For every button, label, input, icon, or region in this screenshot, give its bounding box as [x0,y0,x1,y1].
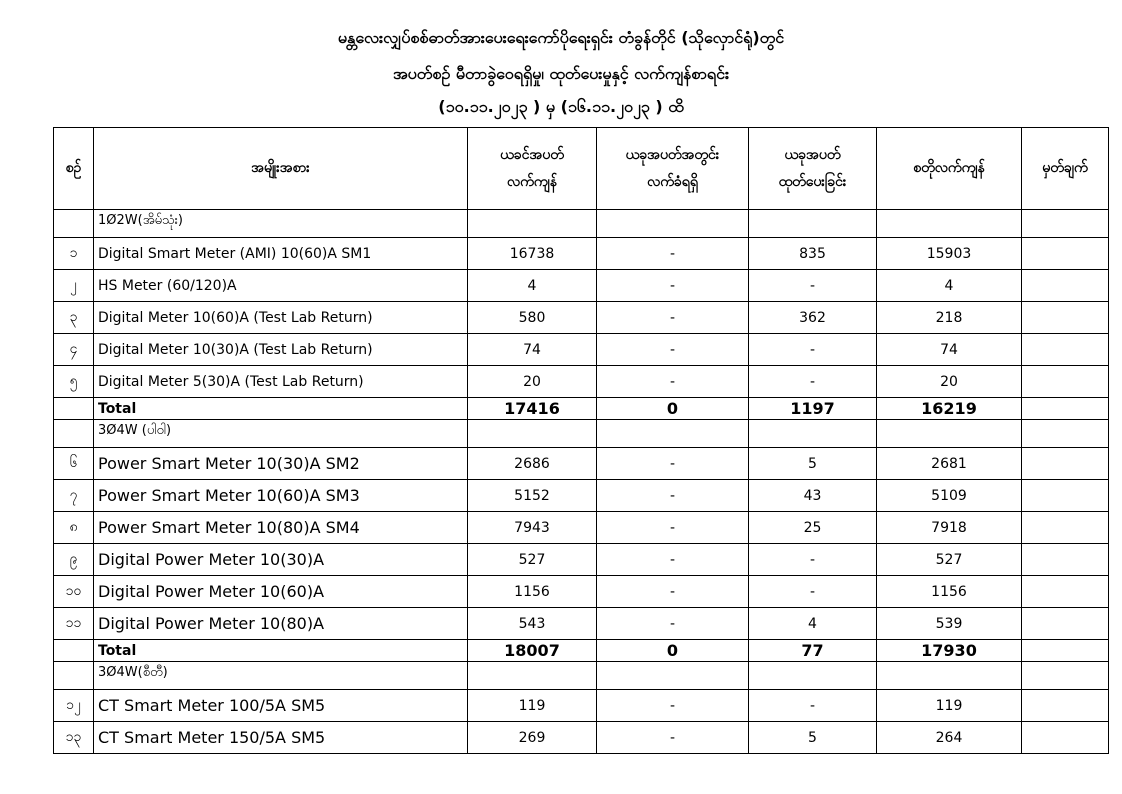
row-received: - [597,690,749,722]
table-row [54,608,1109,640]
row-received: - [597,480,749,512]
row-received: - [597,576,749,608]
row-no: ၁၁ [54,608,94,640]
row-no: ၂ [54,270,94,302]
category-no-cell [54,210,94,238]
row-no: ၅ [54,366,94,398]
row-issued: - [749,690,877,722]
row-issued: 362 [749,302,877,334]
header-item-type: အမျိုးအစား [94,128,468,210]
header-previous-balance [468,128,597,210]
table-row [54,334,1109,366]
row-issued: - [749,270,877,302]
row-item: Digital Power Meter 10(60)A [94,576,468,608]
row-issued: 5 [749,722,877,754]
total-remark [1022,398,1109,420]
row-previous-balance: 543 [468,608,597,640]
header-received-line: ယခုအပတ်အတွင်း [625,146,720,163]
empty-cell [749,210,877,238]
empty-cell [749,662,877,690]
row-balance: 5109 [877,480,1022,512]
row-remark [1022,270,1109,302]
row-remark [1022,302,1109,334]
table-row [54,302,1109,334]
total-balance: 16219 [877,398,1022,420]
row-balance: 74 [877,334,1022,366]
row-issued: - [749,576,877,608]
row-received: - [597,366,749,398]
category-label: 3Ø4W (ပါဝါ) [94,420,468,448]
table-row [54,512,1109,544]
report-title-line-2: အပတ်စဉ် မီတာခွဲဝေရရှိမှု၊ ထုတ်ပေးမှုနှင့် လက်ကျန်စာရင်း [392,64,730,83]
table-row [54,480,1109,512]
row-item: Digital Meter 10(60)A (Test Lab Return) [94,302,468,334]
category-row [54,662,1109,690]
row-balance: 218 [877,302,1022,334]
header-no: စဉ် [54,128,94,210]
category-row [54,420,1109,448]
row-balance: 20 [877,366,1022,398]
row-item: HS Meter (60/120)A [94,270,468,302]
table-header-row [54,128,1109,210]
row-item: Digital Meter 5(30)A (Test Lab Return) [94,366,468,398]
empty-cell [468,210,597,238]
empty-cell [597,662,749,690]
row-no: ၉ [54,544,94,576]
empty-cell [749,420,877,448]
empty-cell [877,662,1022,690]
row-item: CT Smart Meter 150/5A SM5 [94,722,468,754]
row-item: Digital Smart Meter (AMI) 10(60)A SM1 [94,238,468,270]
header-received [597,128,749,210]
row-remark [1022,448,1109,480]
row-received: - [597,544,749,576]
row-remark [1022,480,1109,512]
table-row [54,270,1109,302]
report-title-line-1: မန္တလေးလျှပ်စစ်ဓာတ်အားပေးရေးကော်ပိုရေးရှင်း တံခွန်တိုင် (သိုလှောင်ရုံ)တွင် [337,28,785,47]
row-remark [1022,366,1109,398]
row-received: - [597,238,749,270]
total-balance: 17930 [877,640,1022,662]
row-item: CT Smart Meter 100/5A SM5 [94,690,468,722]
row-balance: 4 [877,270,1022,302]
row-balance: 15903 [877,238,1022,270]
empty-cell [468,420,597,448]
row-no: ၆ [54,448,94,480]
row-previous-balance: 119 [468,690,597,722]
table-row [54,238,1109,270]
row-previous-balance: 74 [468,334,597,366]
table-row [54,448,1109,480]
total-received: 0 [597,398,749,420]
total-remark [1022,640,1109,662]
row-remark [1022,334,1109,366]
row-remark [1022,544,1109,576]
row-received: - [597,512,749,544]
row-balance: 264 [877,722,1022,754]
table-row [54,544,1109,576]
row-item: Digital Meter 10(30)A (Test Lab Return) [94,334,468,366]
empty-cell [1022,662,1109,690]
row-received: - [597,608,749,640]
empty-cell [597,420,749,448]
header-previous-balance-line: လက်ကျန် [507,173,557,190]
total-no-cell [54,398,94,420]
row-remark [1022,722,1109,754]
row-balance: 119 [877,690,1022,722]
header-previous-balance-line: ယခင်အပတ် [500,146,564,163]
header-received-line: လက်ခံရရှိ [647,173,698,190]
row-issued: 5 [749,448,877,480]
row-issued: 43 [749,480,877,512]
row-issued: - [749,334,877,366]
row-received: - [597,448,749,480]
row-no: ၁၂ [54,690,94,722]
empty-cell [877,210,1022,238]
row-item: Power Smart Meter 10(60)A SM3 [94,480,468,512]
table-row [54,576,1109,608]
row-item: Digital Power Meter 10(80)A [94,608,468,640]
row-issued: 4 [749,608,877,640]
empty-cell [1022,420,1109,448]
row-balance: 7918 [877,512,1022,544]
total-label: Total [94,398,468,420]
table-row [54,366,1109,398]
row-remark [1022,690,1109,722]
row-no: ၈ [54,512,94,544]
row-received: - [597,722,749,754]
row-previous-balance: 580 [468,302,597,334]
row-received: - [597,334,749,366]
total-issued: 77 [749,640,877,662]
category-no-cell [54,420,94,448]
row-previous-balance: 527 [468,544,597,576]
row-previous-balance: 20 [468,366,597,398]
row-item: Power Smart Meter 10(80)A SM4 [94,512,468,544]
row-no: ၁ [54,238,94,270]
table-row [54,690,1109,722]
row-issued: - [749,366,877,398]
total-previous-balance: 17416 [468,398,597,420]
category-no-cell [54,662,94,690]
total-row [54,640,1109,662]
row-balance: 527 [877,544,1022,576]
total-label: Total [94,640,468,662]
row-issued: 25 [749,512,877,544]
empty-cell [1022,210,1109,238]
row-item: Power Smart Meter 10(30)A SM2 [94,448,468,480]
row-no: ၄ [54,334,94,366]
row-previous-balance: 16738 [468,238,597,270]
category-row [54,210,1109,238]
row-previous-balance: 269 [468,722,597,754]
row-issued: 835 [749,238,877,270]
report-date-range: (၁၀.၁၁.၂၀၂၃ ) မှ (၁၆.၁၁.၂၀၂၃ ) ထိ [438,97,684,116]
total-previous-balance: 18007 [468,640,597,662]
header-issued [749,128,877,210]
row-no: ၁၃ [54,722,94,754]
row-previous-balance: 1156 [468,576,597,608]
header-store-balance: စတိုလက်ကျန် [877,128,1022,210]
empty-cell [597,210,749,238]
total-issued: 1197 [749,398,877,420]
row-balance: 2681 [877,448,1022,480]
row-no: ၁၀ [54,576,94,608]
header-issued-line: ယခုအပတ် [784,146,841,163]
row-remark [1022,608,1109,640]
row-no: ၇ [54,480,94,512]
row-previous-balance: 4 [468,270,597,302]
meter-stock-table [53,127,1109,754]
row-remark [1022,576,1109,608]
row-item: Digital Power Meter 10(30)A [94,544,468,576]
total-row [54,398,1109,420]
category-label: 1Ø2W(အိမ်သုံး) [94,210,468,238]
row-balance: 1156 [877,576,1022,608]
row-remark [1022,238,1109,270]
row-previous-balance: 5152 [468,480,597,512]
table-row [54,722,1109,754]
row-previous-balance: 2686 [468,448,597,480]
row-balance: 539 [877,608,1022,640]
row-received: - [597,302,749,334]
category-label: 3Ø4W(စီတီ) [94,662,468,690]
empty-cell [468,662,597,690]
row-remark [1022,512,1109,544]
total-received: 0 [597,640,749,662]
total-no-cell [54,640,94,662]
header-remark: မှတ်ချက် [1022,128,1109,210]
header-issued-line: ထုတ်ပေးခြင်း [778,173,847,190]
row-no: ၃ [54,302,94,334]
row-issued: - [749,544,877,576]
row-received: - [597,270,749,302]
row-previous-balance: 7943 [468,512,597,544]
empty-cell [877,420,1022,448]
